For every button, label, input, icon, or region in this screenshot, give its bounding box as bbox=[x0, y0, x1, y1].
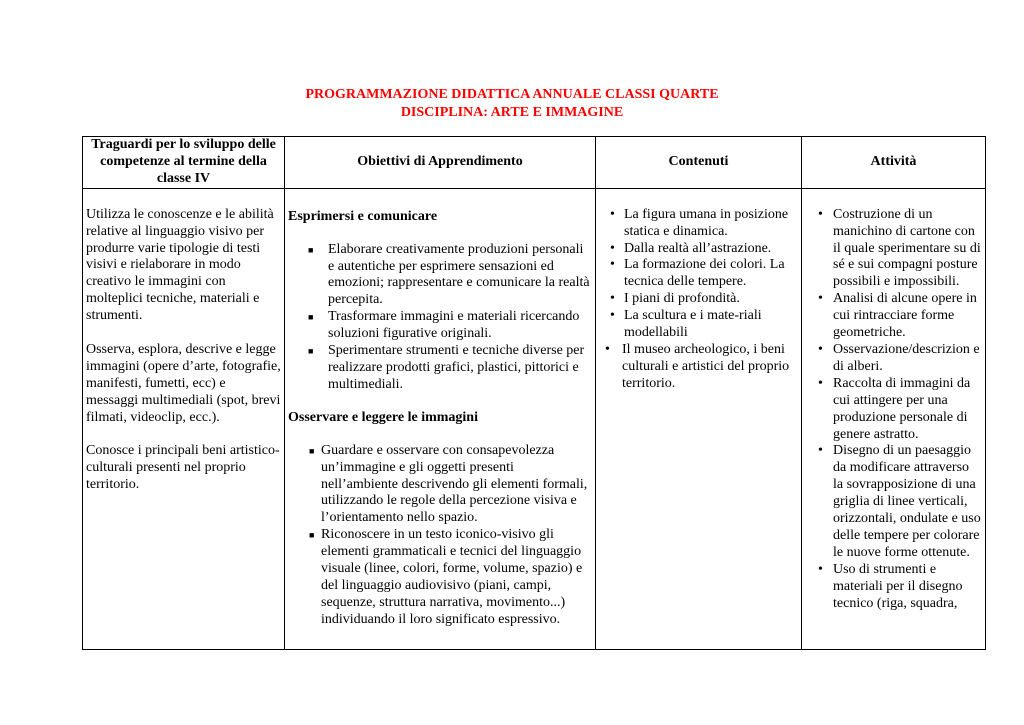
traguardo-text: Utilizza le conoscenze e le abilità relative al linguaggio visivo per produrre varie tipologie di testi visivi e rielaborare in modo creativo le immagini con molteplici tecniche, materiali e strumenti. bbox=[86, 206, 274, 324]
activity-list bbox=[805, 207, 982, 613]
list-item-text: Il museo archeologico, i beni culturali e artistici del proprio territorio. bbox=[622, 341, 790, 391]
list-item bbox=[599, 308, 798, 342]
square-bullet-icon: ■ bbox=[309, 530, 315, 541]
list-item bbox=[805, 562, 982, 613]
header-attivita: Attività bbox=[802, 137, 986, 189]
header-obiettivi: Obiettivi di Apprendimento bbox=[285, 137, 596, 189]
title-line-1: PROGRAMMAZIONE DIDATTICA ANNUALE CLASSI QUARTE bbox=[305, 87, 719, 102]
cell-contenuti bbox=[596, 188, 802, 649]
list-item bbox=[599, 241, 798, 258]
list-item-text: Sperimentare strumenti e tecniche diverse per realizzare prodotti grafici, plastici, pittorici e multimediali. bbox=[328, 343, 585, 392]
traguardo-text: Osserva, esplora, descrive e legge immagini (opere d’arte, fotografie, manifesti, fumetti, ecc) e messaggi multimediali (spot, brevi filmati, videoclip, ecc.). bbox=[86, 341, 281, 425]
bullet-dot-icon: • bbox=[818, 206, 823, 222]
content-list bbox=[599, 207, 798, 393]
objectives-list bbox=[288, 242, 592, 394]
list-item bbox=[288, 343, 592, 394]
list-item bbox=[599, 207, 798, 241]
list-item-text: La scultura e i mate-riali modellabili bbox=[624, 308, 762, 341]
list-item-text: La formazione dei colori. La tecnica delle tempere. bbox=[624, 257, 785, 290]
list-item bbox=[805, 342, 982, 376]
bullet-dot-icon: • bbox=[610, 257, 615, 273]
bullet-dot-icon: • bbox=[610, 206, 615, 222]
list-item-text: Dalla realtà all’astrazione. bbox=[624, 240, 772, 256]
list-item bbox=[599, 342, 798, 393]
bullet-dot-icon: • bbox=[610, 240, 615, 256]
section-title-esprimersi: Esprimersi e comunicare bbox=[288, 208, 438, 224]
list-item-text: Elaborare creativamente produzioni personali e autentiche per esprimere sensazioni ed emozioni; rappresentare e comunicare la realtà percepita. bbox=[328, 241, 590, 308]
list-item bbox=[288, 242, 592, 310]
table-header-row bbox=[83, 137, 986, 189]
bullet-dot-icon: • bbox=[610, 291, 615, 307]
bullet-dot-icon: • bbox=[605, 341, 610, 357]
square-bullet-icon: ■ bbox=[308, 244, 314, 255]
bullet-dot-icon: • bbox=[818, 375, 823, 391]
bullet-dot-icon: • bbox=[818, 291, 823, 307]
list-item-text: Costruzione di un manichino di cartone con il quale sperimentare su di sé e sui compagni posture possibili e impossibili. bbox=[833, 206, 981, 290]
traguardo-text: Conosce i principali beni artistico-culturali presenti nel proprio territorio. bbox=[86, 443, 280, 493]
list-item bbox=[805, 443, 982, 561]
list-item bbox=[805, 291, 982, 342]
curriculum-table bbox=[82, 136, 986, 650]
list-item-text: Guardare e osservare con consapevolezza un’immagine e gli oggetti presenti nell’ambiente descrivendo gli elementi formali, utilizzando le regole della percezione visiva e l’orientamento nello spazio. bbox=[321, 442, 588, 526]
section-title-osservare: Osservare e leggere le immagini bbox=[288, 409, 478, 425]
document-title bbox=[0, 86, 1024, 122]
list-item bbox=[288, 309, 592, 343]
bullet-dot-icon: • bbox=[610, 308, 615, 324]
bullet-dot-icon: • bbox=[818, 443, 823, 459]
list-item-text: La figura umana in posizione statica e dinamica. bbox=[624, 206, 789, 239]
square-bullet-icon: ■ bbox=[309, 445, 315, 456]
cell-attivita bbox=[802, 188, 986, 649]
square-bullet-icon: ■ bbox=[308, 312, 314, 323]
header-contenuti: Contenuti bbox=[596, 137, 802, 189]
cell-obiettivi bbox=[285, 188, 596, 649]
table-row bbox=[83, 188, 986, 649]
list-item bbox=[288, 527, 592, 628]
list-item-text: Disegno di un paesaggio da modificare attraverso la sovrapposizione di una griglia di linee verticali, orizzontali, ondulate e uso delle tempere per colorare le nuove forme ottenute. bbox=[833, 443, 981, 560]
header-traguardi: Traguardi per lo sviluppo delle competenze al termine della classe IV bbox=[83, 137, 285, 189]
square-bullet-icon: ■ bbox=[308, 346, 314, 357]
list-item-text: Uso di strumenti e materiali per il disegno tecnico (riga, squadra, bbox=[833, 561, 963, 611]
list-item bbox=[805, 207, 982, 292]
list-item-text: Analisi di alcune opere in cui rintracciare forme geometriche. bbox=[833, 291, 977, 341]
list-item bbox=[599, 257, 798, 291]
cell-traguardi bbox=[83, 188, 285, 649]
bullet-dot-icon: • bbox=[818, 561, 823, 577]
objectives-list bbox=[288, 443, 592, 629]
list-item bbox=[599, 291, 798, 308]
list-item-text: Raccolta di immagini da cui attingere per una produzione personale di genere astratto. bbox=[833, 375, 971, 442]
bullet-dot-icon: • bbox=[818, 341, 823, 357]
list-item bbox=[288, 443, 592, 528]
list-item-text: Riconoscere in un testo iconico-visivo gli elementi grammaticali e tecnici del linguaggio visuale (linee, colori, forme, volume, spazio) e del linguaggio audiovisivo (piani, campi, sequenze, struttura narrativa, movimento...) individuando il loro significato espressivo. bbox=[321, 527, 583, 627]
list-item-text: Osservazione/descrizion e di alberi. bbox=[833, 341, 980, 374]
title-line-2: DISCIPLINA: ARTE E IMMAGINE bbox=[400, 105, 624, 120]
list-item bbox=[805, 376, 982, 444]
list-item-text: I piani di profondità. bbox=[624, 291, 740, 307]
list-item-text: Trasformare immagini e materiali ricercando soluzioni figurative originali. bbox=[328, 309, 580, 342]
